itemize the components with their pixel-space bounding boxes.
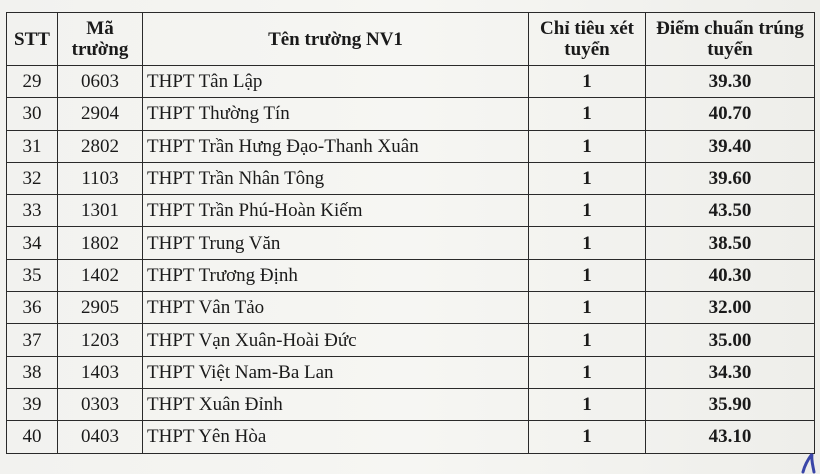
cell-diem-chuan: 38.50 — [646, 227, 815, 259]
table-row — [7, 162, 815, 194]
cell-ma-truong: 1103 — [58, 162, 143, 194]
header-diem-chuan — [646, 13, 815, 66]
cell-diem-chuan: 43.10 — [646, 421, 815, 453]
header-chi-tieu-line1: Chỉ tiêu xét — [540, 18, 634, 39]
cell-stt: 33 — [7, 195, 58, 227]
cell-ten-truong: THPT Trần Phú-Hoàn Kiếm — [143, 195, 529, 227]
header-ma-truong — [58, 13, 143, 66]
cell-stt: 30 — [7, 98, 58, 130]
cell-chi-tieu: 1 — [529, 421, 646, 453]
table-row — [7, 227, 815, 259]
table-body — [7, 66, 815, 454]
table-row — [7, 98, 815, 130]
cell-stt: 31 — [7, 130, 58, 162]
cell-ten-truong: THPT Vạn Xuân-Hoài Đức — [143, 324, 529, 356]
cell-stt: 40 — [7, 421, 58, 453]
cell-ten-truong: THPT Trần Nhân Tông — [143, 162, 529, 194]
cell-diem-chuan: 39.30 — [646, 66, 815, 98]
cell-ma-truong: 0403 — [58, 421, 143, 453]
cell-chi-tieu: 1 — [529, 292, 646, 324]
cell-ten-truong: THPT Trung Văn — [143, 227, 529, 259]
cell-ma-truong: 2905 — [58, 292, 143, 324]
cell-stt: 37 — [7, 324, 58, 356]
header-diem-chuan-line2: tuyển — [707, 39, 753, 60]
cell-stt: 34 — [7, 227, 58, 259]
cell-ma-truong: 0303 — [58, 388, 143, 420]
cell-chi-tieu: 1 — [529, 162, 646, 194]
header-ma-truong-line2: trường — [71, 39, 129, 60]
header-chi-tieu — [529, 13, 646, 66]
table-row — [7, 259, 815, 291]
admission-scores-table — [6, 12, 815, 454]
cell-ma-truong: 1402 — [58, 259, 143, 291]
header-row — [7, 13, 815, 66]
table-row — [7, 421, 815, 453]
cell-ten-truong: THPT Trần Hưng Đạo-Thanh Xuân — [143, 130, 529, 162]
cell-ten-truong: THPT Xuân Đỉnh — [143, 388, 529, 420]
cell-stt: 38 — [7, 356, 58, 388]
cell-diem-chuan: 39.60 — [646, 162, 815, 194]
cell-chi-tieu: 1 — [529, 388, 646, 420]
cell-ma-truong: 2802 — [58, 130, 143, 162]
cell-ma-truong: 1802 — [58, 227, 143, 259]
cell-chi-tieu: 1 — [529, 130, 646, 162]
cell-ma-truong: 2904 — [58, 98, 143, 130]
cell-stt: 36 — [7, 292, 58, 324]
cell-stt: 32 — [7, 162, 58, 194]
cell-chi-tieu: 1 — [529, 66, 646, 98]
cell-diem-chuan: 34.30 — [646, 356, 815, 388]
cell-diem-chuan: 35.00 — [646, 324, 815, 356]
cell-ma-truong: 1403 — [58, 356, 143, 388]
header-chi-tieu-line2: tuyển — [564, 39, 610, 60]
cell-diem-chuan: 32.00 — [646, 292, 815, 324]
cell-diem-chuan: 39.40 — [646, 130, 815, 162]
cell-ten-truong: THPT Việt Nam-Ba Lan — [143, 356, 529, 388]
cell-chi-tieu: 1 — [529, 227, 646, 259]
cell-ten-truong: THPT Vân Tảo — [143, 292, 529, 324]
cell-diem-chuan: 43.50 — [646, 195, 815, 227]
cell-ten-truong: THPT Tân Lập — [143, 66, 529, 98]
table-row — [7, 195, 815, 227]
cell-chi-tieu: 1 — [529, 356, 646, 388]
cell-chi-tieu: 1 — [529, 259, 646, 291]
cell-chi-tieu: 1 — [529, 195, 646, 227]
cell-diem-chuan: 40.30 — [646, 259, 815, 291]
cell-stt: 35 — [7, 259, 58, 291]
cell-ma-truong: 0603 — [58, 66, 143, 98]
cell-diem-chuan: 35.90 — [646, 388, 815, 420]
cell-ten-truong: THPT Trương Định — [143, 259, 529, 291]
cell-ma-truong: 1203 — [58, 324, 143, 356]
header-ten-truong: Tên trường NV1 — [143, 13, 529, 66]
header-diem-chuan-line1: Điểm chuẩn trúng — [656, 18, 804, 39]
table-row — [7, 292, 815, 324]
pen-mark-icon — [800, 452, 816, 474]
cell-chi-tieu: 1 — [529, 98, 646, 130]
header-stt: STT — [7, 13, 58, 66]
table-row — [7, 388, 815, 420]
cell-ma-truong: 1301 — [58, 195, 143, 227]
cell-chi-tieu: 1 — [529, 324, 646, 356]
cell-stt: 29 — [7, 66, 58, 98]
table-header — [7, 13, 815, 66]
table-row — [7, 356, 815, 388]
cell-ten-truong: THPT Thường Tín — [143, 98, 529, 130]
table-row — [7, 66, 815, 98]
header-ma-truong-line1: Mã — [86, 18, 114, 39]
cell-diem-chuan: 40.70 — [646, 98, 815, 130]
table-row — [7, 324, 815, 356]
table-row — [7, 130, 815, 162]
cell-stt: 39 — [7, 388, 58, 420]
cell-ten-truong: THPT Yên Hòa — [143, 421, 529, 453]
